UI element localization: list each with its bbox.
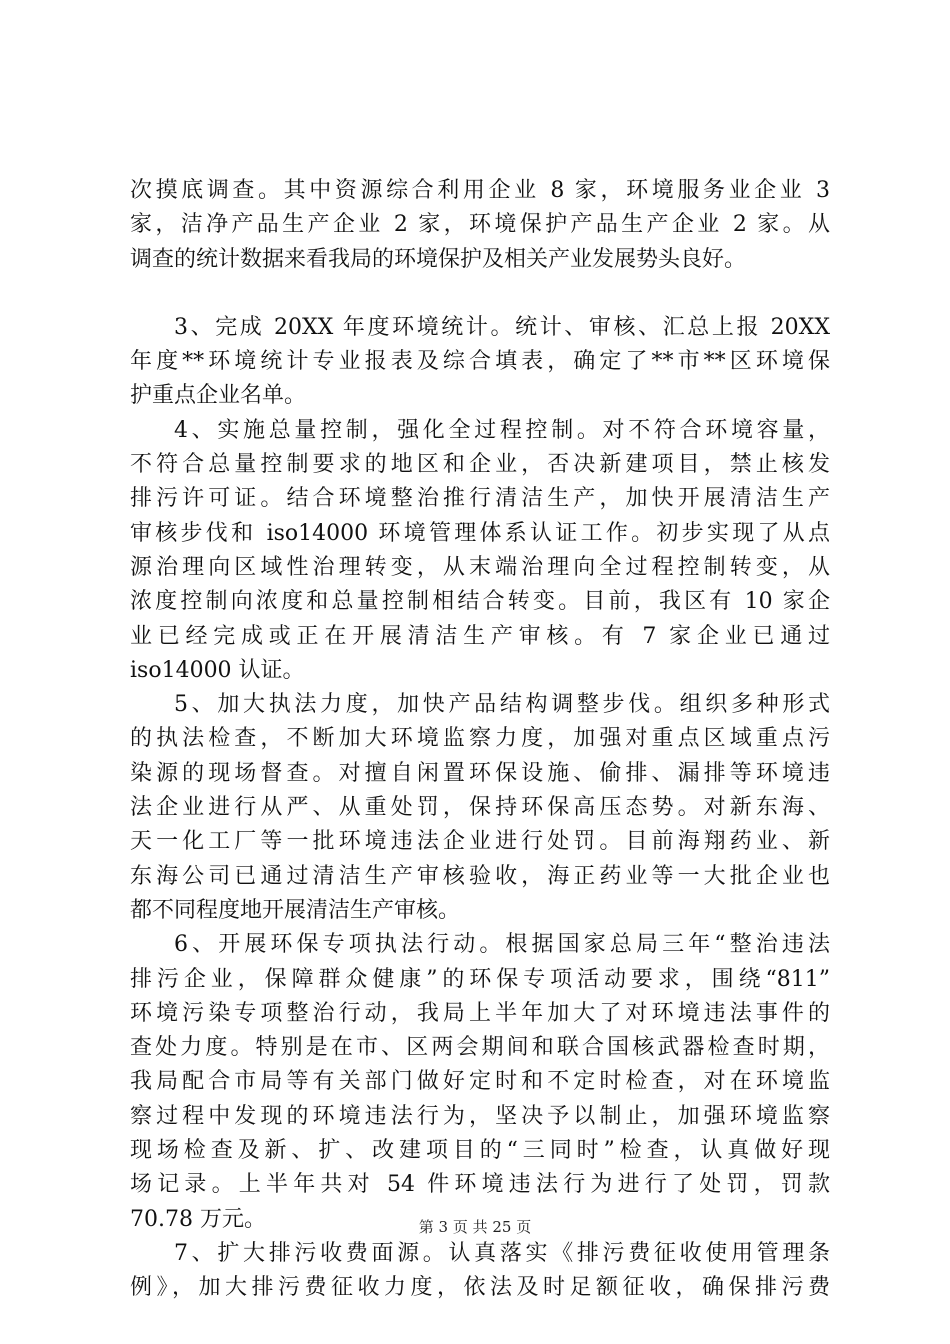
paragraph-gap xyxy=(130,277,830,311)
paragraph-item-5 xyxy=(130,688,830,928)
text-line: 都不同程度地开展清洁生产审核。 xyxy=(130,897,461,923)
text-line: 东海公司已通过清洁生产审核验收，海正药业等一大批企业也 xyxy=(130,863,830,889)
text-line: 排污许可证。结合环境整治推行清洁生产，加快开展清洁生产 xyxy=(130,486,830,512)
text-line: 环境污染专项整治行动，我局上半年加大了对环境违法事件的 xyxy=(130,1000,830,1026)
paragraph-item-3 xyxy=(130,311,830,414)
text-line: 70.78 万元。 xyxy=(130,1206,266,1232)
text-line: 现场检查及新、扩、改建项目的“三同时”检查，认真做好现 xyxy=(130,1138,830,1164)
text-line: 次摸底调查。其中资源综合利用企业 8 家，环境服务业企业 3 xyxy=(130,178,830,203)
text-line: 我局配合市局等有关部门做好定时和不定时检查，对在环境监 xyxy=(130,1069,830,1095)
text-line: 6、开展环保专项执法行动。根据国家总局三年“整治违法 xyxy=(174,932,830,958)
text-line: 排污企业，保障群众健康”的环保专项活动要求，围绕“811” xyxy=(130,966,830,992)
paragraph xyxy=(130,174,830,277)
paragraph-item-4 xyxy=(130,414,830,688)
text-line: 场记录。上半年共对 54 件环境违法行为进行了处罚，罚款 xyxy=(130,1172,830,1198)
text-line: 家，洁净产品生产企业 2 家，环境保护产品生产企业 2 家。从 xyxy=(130,212,830,238)
document-body xyxy=(130,174,830,1306)
text-line: iso14000 认证。 xyxy=(130,657,305,683)
text-line: 染源的现场督查。对擅自闲置环保设施、偷排、漏排等环境违 xyxy=(130,760,830,786)
paragraph-item-7 xyxy=(130,1237,830,1306)
text-line: 护重点企业名单。 xyxy=(130,383,307,409)
text-line: 天一化工厂等一批环境违法企业进行处罚。目前海翔药业、新 xyxy=(130,829,830,855)
text-line: 浓度控制向浓度和总量控制相结合转变。目前，我区有 10 家企 xyxy=(130,589,830,615)
page-footer: 第 3 页 共 25 页 xyxy=(418,1218,532,1236)
text-line: 4、实施总量控制，强化全过程控制。对不符合环境容量， xyxy=(174,417,830,443)
text-line: 查处力度。特别是在市、区两会期间和联合国核武器检查时期， xyxy=(130,1035,830,1061)
text-line: 3、完成 20XX 年度环境统计。统计、审核、汇总上报 20XX xyxy=(174,314,830,340)
text-line: 源治理向区域性治理转变，从末端治理向全过程控制转变，从 xyxy=(130,554,830,580)
text-line: 调查的统计数据来看我局的环境保护及相关产业发展势头良好。 xyxy=(130,246,747,272)
text-line: 业已经完成或正在开展清洁生产审核。有 7 家企业已通过 xyxy=(130,623,830,649)
text-line: 年度**环境统计专业报表及综合填表，确定了**市**区环境保 xyxy=(130,349,830,375)
text-line: 例》，加大排污费征收力度，依法及时足额征收，确保排污费 xyxy=(130,1275,830,1301)
text-line: 审核步伐和 iso14000 环境管理体系认证工作。初步实现了从点 xyxy=(130,520,830,546)
text-line: 的执法检查，不断加大环境监察力度，加强对重点区域重点污 xyxy=(130,726,830,752)
text-line: 察过程中发现的环境违法行为，坚决予以制止，加强环境监察 xyxy=(130,1103,830,1129)
text-line: 5、加大执法力度，加快产品结构调整步伐。组织多种形式 xyxy=(174,692,830,718)
text-line: 7、扩大排污收费面源。认真落实《排污费征收使用管理条 xyxy=(174,1240,830,1266)
paragraph-item-6 xyxy=(130,928,830,1237)
text-line: 法企业进行从严、从重处罚，保持环保高压态势。对新东海、 xyxy=(130,795,830,821)
text-line: 不符合总量控制要求的地区和企业，否决新建项目，禁止核发 xyxy=(130,452,830,478)
